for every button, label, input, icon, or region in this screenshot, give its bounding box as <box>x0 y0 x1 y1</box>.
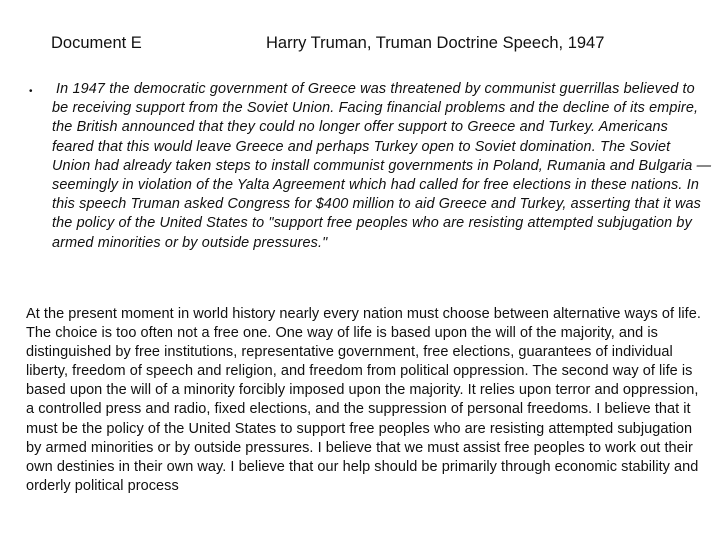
speech-quote: At the present moment in world history nearly every nation must choose between alternative ways of life. The choice is too often not a free one. One way of life is based upon the will of the majority, and is distinguished by free institutions, representative government, free elections, guarantees of individual liberty, freedom of speech and religion, and freedom from political oppression. The second way of life is based upon the will of a minority forcibly imposed upon the majority. It relies upon terror and oppression, a controlled press and radio, fixed elections, and the suppression of personal freedoms. I believe that it must be the policy of the United States to support free peoples who are resisting attempted subjugation by armed minorities or by outside pressures. I believe that we must assist free peoples to work out their own destinies in their own way. I believe that our help should be primarily through economic stability and orderly political process <box>26 306 701 494</box>
intro-text: In 1947 the democratic government of Greece was threatened by communist guerrillas believed to be receiving support from the Soviet Union. Facing financial problems and the decline of its empire, the British announced that they could no longer offer support to Greece and Turkey. Americans feared that this would leave Greece and perhaps Turkey open to Soviet domination. The Soviet Union had already taken steps to install communist governments in Poland, Rumania and Bulgaria — seemingly in violation of the Yalta Agreement which had called for free elections in these nations. In this speech Truman asked Congress for $400 million to aid Greece and Turkey, asserting that it was the policy of the United States to "support free peoples who are resisting attempted subjugation by armed minorities or by outside pressures." <box>52 81 712 251</box>
bullet-icon: • <box>29 86 33 97</box>
document-title: Harry Truman, Truman Doctrine Speech, 1947 <box>266 34 605 52</box>
document-label: Document E <box>51 34 142 52</box>
